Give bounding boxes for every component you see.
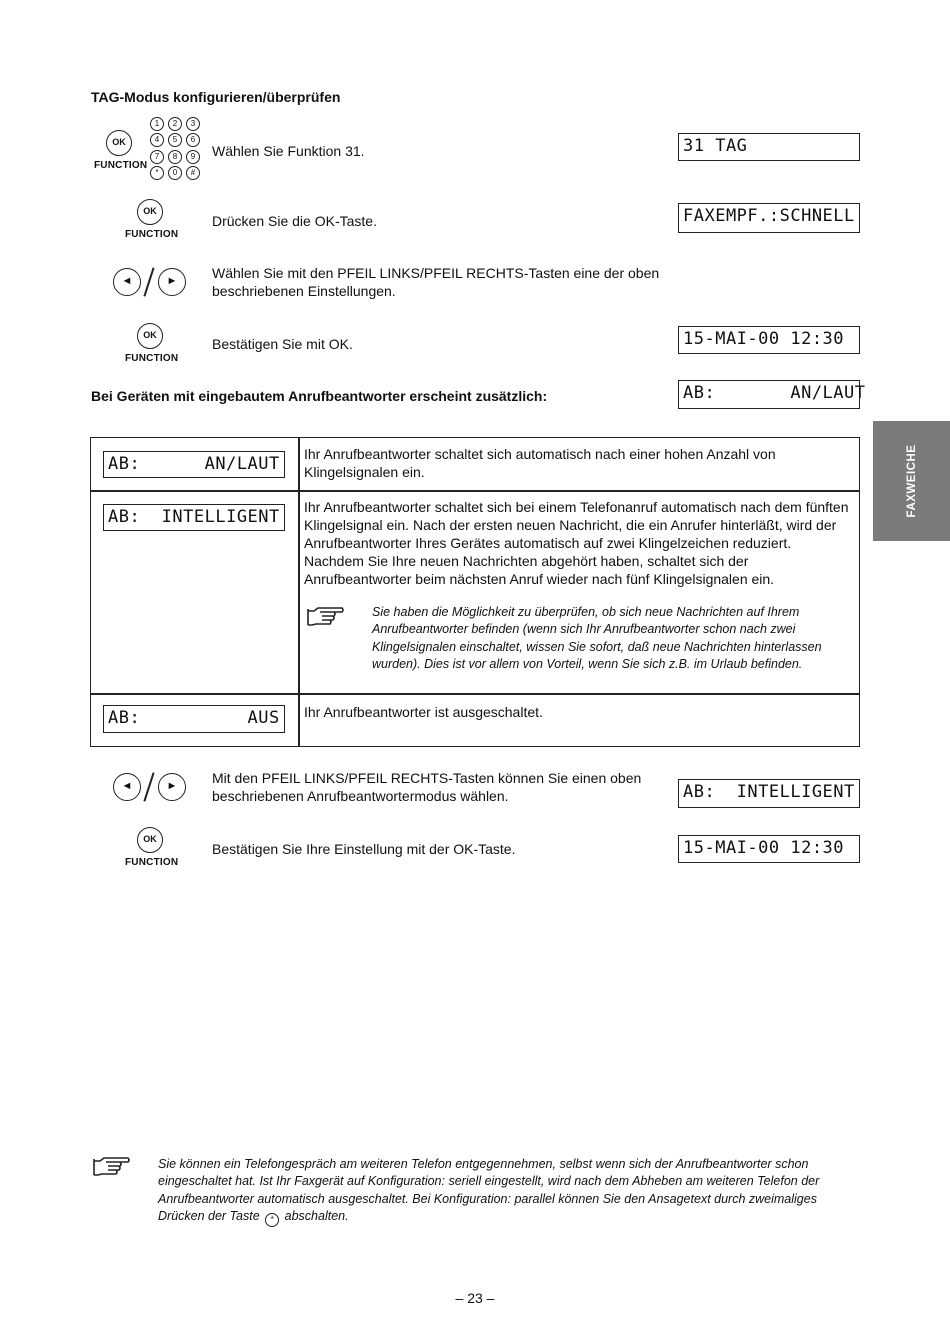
- table-row-2-text: Ihr Anrufbeantworter schaltet sich bei einem Telefonanruf automatisch nach dem fünften Klingelsignal ein. Nach der ersten neuen Nachricht, die ein Anrufer hinterläßt, wird der Anrufbeantworter Ihres Gerätes automatisch auf zwei Klingelzeichen reduziert. Nachdem Sie Ihre neuen Nachrichten abgehört haben, schaltet sich der Anrufbeantworter beim nächsten Anruf wieder nach fünf Klingelsignalen ein.: [304, 499, 849, 587]
- function-label: FUNCTION: [94, 160, 148, 171]
- arrow-right-icon: ►: [158, 773, 186, 801]
- ok-button-icon: OK: [137, 827, 163, 853]
- key-0-icon: 0: [168, 166, 182, 180]
- key-8-icon: 8: [168, 150, 182, 164]
- ok-button-icon: OK: [106, 130, 132, 156]
- section-title: TAG-Modus konfigurieren/überprüfen: [91, 89, 341, 105]
- arrow-right-icon: ►: [158, 268, 186, 296]
- step-5-text: Mit den PFEIL LINKS/PFEIL RECHTS-Tasten können Sie einen oben beschriebenen Anrufbeantwortermodus wählen.: [212, 770, 642, 804]
- table-row-2-note: Sie haben die Möglichkeit zu überprüfen, ob sich neue Nachrichten auf Ihrem Anrufbeantworter befinden (wenn sich Ihr Anrufbeantworter schon nach zwei Klingelsignalen einschaltet, wissen Sie sofort, daß neue Nachrichten hinterlassen wurden). Dies ist vor allem von Vorteil, wenn Sie sich z.B. im Urlaub befinden.: [372, 605, 822, 671]
- step-1-text: Wählen Sie Funktion 31.: [212, 143, 365, 159]
- table-column-divider: [298, 437, 300, 747]
- step-2-text: Drücken Sie die OK-Taste.: [212, 213, 377, 229]
- display-step-1: 31 TAG: [678, 133, 860, 161]
- display-step-5: AB: INTELLIGENT: [678, 779, 860, 808]
- keypad-icon: [150, 117, 206, 183]
- bottom-note: [158, 1156, 858, 1225]
- table-row-2-display: AB: INTELLIGENT: [103, 504, 285, 531]
- slash-separator: [143, 772, 154, 801]
- arrow-left-icon: ◄: [113, 268, 141, 296]
- page-number: – 23 –: [455, 1290, 495, 1306]
- step-3-text: Wählen Sie mit den PFEIL LINKS/PFEIL RECHTS-Tasten eine der oben beschriebenen Einstellungen.: [212, 265, 660, 299]
- ok-button-icon: OK: [137, 323, 163, 349]
- key-7-icon: 7: [150, 150, 164, 164]
- step-4-text: Bestätigen Sie mit OK.: [212, 336, 353, 352]
- ok-button-icon: OK: [137, 199, 163, 225]
- bottom-note-text-end: abschalten.: [284, 1208, 349, 1223]
- display-step-2: FAXEMPF.:SCHNELL: [678, 203, 860, 233]
- side-tab: [873, 421, 950, 541]
- pointing-hand-icon: [92, 1156, 132, 1178]
- bottom-note-text: Sie können ein Telefongespräch am weiteren Telefon entgegennehmen, selbst wenn sich der Anrufbeantworter schon eingeschaltet hat. Ist Ihr Faxgerät auf Konfiguration: seriell eingestellt, wird nach dem Abheben am weiteren Telefon der Anrufbeantworter automatisch ausgeschaltet. Bei Konfiguration: parallel können Sie den Ansagetext durch zweimaliges Drücken der Taste: [158, 1157, 820, 1223]
- key-2-icon: 2: [168, 117, 182, 131]
- slash-separator: [143, 267, 154, 296]
- function-label: FUNCTION: [125, 353, 179, 364]
- key-6-icon: 6: [186, 133, 200, 147]
- table-row-divider: [90, 490, 860, 492]
- key-star-icon: *: [265, 1213, 279, 1227]
- table-row-3-text: Ihr Anrufbeantworter ist ausgeschaltet.: [304, 704, 543, 720]
- table-row-3-display: AB: AUS: [103, 705, 285, 733]
- table-row-divider: [90, 693, 860, 695]
- arrow-left-icon: ◄: [113, 773, 141, 801]
- mode-table: [90, 437, 860, 747]
- display-step-6: 15-MAI-00 12:30: [678, 835, 860, 863]
- function-label: FUNCTION: [125, 857, 179, 868]
- key-1-icon: 1: [150, 117, 164, 131]
- key-hash-icon: #: [186, 166, 200, 180]
- pointing-hand-icon: [306, 606, 346, 628]
- function-label: FUNCTION: [125, 229, 179, 240]
- key-star-icon: *: [150, 166, 164, 180]
- side-tab-label: FAXWEICHE: [905, 444, 918, 518]
- key-3-icon: 3: [186, 117, 200, 131]
- display-answering-machine: AB: AN/LAUT: [678, 380, 860, 409]
- key-5-icon: 5: [168, 133, 182, 147]
- display-step-4: 15-MAI-00 12:30: [678, 326, 860, 354]
- answering-machine-heading: Bei Geräten mit eingebautem Anrufbeantworter erscheint zusätzlich:: [91, 388, 548, 404]
- table-row-1-display: AB: AN/LAUT: [103, 451, 285, 478]
- table-row-1-text: Ihr Anrufbeantworter schaltet sich automatisch nach einer hohen Anzahl von Klingelsignalen ein.: [304, 446, 776, 480]
- key-9-icon: 9: [186, 150, 200, 164]
- step-6-text: Bestätigen Sie Ihre Einstellung mit der OK-Taste.: [212, 841, 516, 857]
- key-4-icon: 4: [150, 133, 164, 147]
